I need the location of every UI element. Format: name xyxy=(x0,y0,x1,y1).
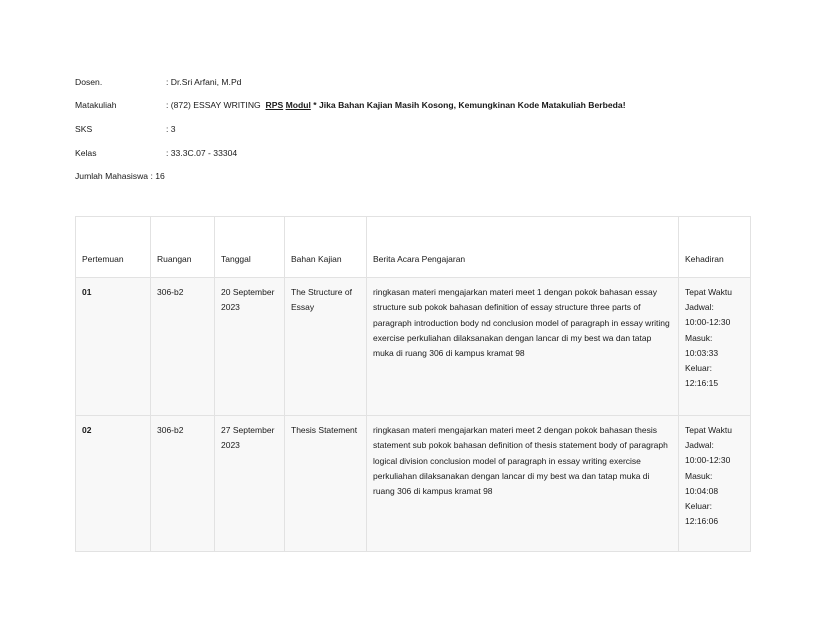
masuk-value: 10:03:33 xyxy=(685,347,719,358)
kelas-label: Kelas xyxy=(75,148,97,158)
matakuliah-label: Matakuliah xyxy=(75,100,117,110)
bahan-kajian-cell: Thesis Statement xyxy=(285,416,367,552)
table-header-row xyxy=(76,217,751,278)
masuk-label: Masuk: xyxy=(685,332,713,343)
kehadiran-status: Tepat Waktu xyxy=(685,425,732,435)
berita-acara-cell: ringkasan materi mengajarkan materi meet 1 dengan pokok bahasan essay structure sub pokok bahasan definition of essay structure three parts of paragraph introduction body nd conclusion model of paragraph in essay writing exercise perkuliahan dilaksanakan dengan lancar di my best wa dan tatap muka di ruang 306 di kampus kramat 98 xyxy=(367,278,679,416)
jumlah-mahasiswa-row xyxy=(75,171,165,182)
berita-acara-table xyxy=(75,216,751,552)
jadwal-label: Jadwal: xyxy=(685,302,714,313)
masuk-value: 10:04:08 xyxy=(685,485,719,496)
matakuliah-value: : (872) ESSAY WRITING xyxy=(166,100,261,110)
tanggal-cell: 27 September 2023 xyxy=(215,416,285,552)
kehadiran-status: Tepat Waktu xyxy=(685,287,732,297)
keluar-value: 12:16:15 xyxy=(685,378,719,389)
berita-acara-cell: ringkasan materi mengajarkan materi meet 2 dengan pokok bahasan thesis statement sub pokok bahasan definition of thesis statement body of paragraph logical division conclusion model of paragraph in essay writing exercise perkuliahan dilaksanakan dengan lancar di my best wa dan tatap muka di ruang 306 di kampus kramat 98 xyxy=(367,416,679,552)
kehadiran-cell xyxy=(679,278,751,416)
jadwal-value: 10:00-12:30 xyxy=(685,317,731,328)
dosen-label: Dosen. xyxy=(75,77,103,87)
jadwal-value: 10:00-12:30 xyxy=(685,455,731,466)
kelas-value: : 33.3C.07 - 33304 xyxy=(166,148,238,158)
header-pertemuan: Pertemuan xyxy=(76,217,151,278)
dosen-row xyxy=(75,77,241,88)
jumlah-mahasiswa-value: : 16 xyxy=(150,171,165,181)
ruangan-cell: 306-b2 xyxy=(151,416,215,552)
modul-link[interactable]: Modul xyxy=(285,100,311,110)
sks-label: SKS xyxy=(75,124,93,134)
keluar-value: 12:16:06 xyxy=(685,516,719,527)
header-ruangan: Ruangan xyxy=(151,217,215,278)
sks-row xyxy=(75,124,176,135)
matakuliah-note: * Jika Bahan Kajian Masih Kosong, Kemungkinan Kode Matakuliah Berbeda! xyxy=(313,100,626,110)
header-bahan-kajian: Bahan Kajian xyxy=(285,217,367,278)
pertemuan-cell: 01 xyxy=(76,278,151,416)
keluar-label: Keluar: xyxy=(685,501,712,512)
table-row xyxy=(76,416,751,552)
pertemuan-cell: 02 xyxy=(76,416,151,552)
bahan-kajian-cell: The Structure of Essay xyxy=(285,278,367,416)
matakuliah-row xyxy=(75,100,626,111)
header-tanggal: Tanggal xyxy=(215,217,285,278)
masuk-label: Masuk: xyxy=(685,470,713,481)
kelas-row xyxy=(75,148,237,159)
header-berita-acara: Berita Acara Pengajaran xyxy=(367,217,679,278)
tanggal-cell: 20 September 2023 xyxy=(215,278,285,416)
sks-value: : 3 xyxy=(166,124,176,134)
rps-link[interactable]: RPS xyxy=(265,100,284,110)
kehadiran-cell xyxy=(679,416,751,552)
table-row xyxy=(76,278,751,416)
dosen-value: : Dr.Sri Arfani, M.Pd xyxy=(166,77,242,87)
header-kehadiran: Kehadiran xyxy=(679,217,751,278)
jumlah-mahasiswa-label: Jumlah Mahasiswa xyxy=(75,171,149,181)
ruangan-cell: 306-b2 xyxy=(151,278,215,416)
jadwal-label: Jadwal: xyxy=(685,440,714,451)
keluar-label: Keluar: xyxy=(685,363,712,374)
